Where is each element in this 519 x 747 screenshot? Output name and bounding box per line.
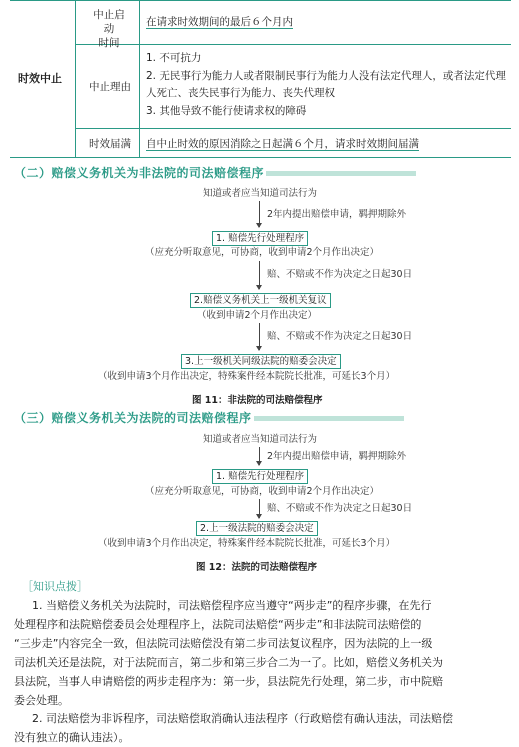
flow-note: （收到申请3个月作出决定，特殊案件经本院院长批准，可延长3个月） xyxy=(98,371,396,382)
flow-note: （应充分听取意见，可协商，收到申请2个月作出决定） xyxy=(145,486,380,497)
figure-caption: 图 12：法院的司法赔偿程序 xyxy=(196,562,318,573)
tips-label: ［知识点拨］ xyxy=(22,580,88,593)
row-label: 时效届满 xyxy=(89,138,131,150)
table-row-divider xyxy=(75,44,511,45)
table-col-divider xyxy=(75,0,76,158)
flow-note: 2年内提出赔偿申请，羁押期除外 xyxy=(267,209,407,220)
section-title: （二）赔偿义务机关为非法院的司法赔偿程序 xyxy=(14,164,416,181)
info-table xyxy=(10,0,511,158)
section-title: （三）赔偿义务机关为法院的司法赔偿程序 xyxy=(14,409,404,426)
flow-box: 1. 赔偿先行处理程序 xyxy=(212,231,308,246)
flow-note: 赔、不赔或不作为决定之日起30日 xyxy=(267,331,413,342)
flow-box: 2.上一级法院的赔委会决定 xyxy=(196,521,318,536)
tips-paragraph-1: 1. 当赔偿义务机关为法院时，司法赔偿程序应当遵守“两步走”的程序步骤，在先行 处理程序和法院赔偿委员会处理程序上，法院司法赔偿“两步走”和非法院司法赔偿的 “三步走”内容完全一致，但法院司法赔偿没有第二步司法复议程序，因为法院的上一级 司法机关还是法院，对于法院而言，第二步和第三步合二为一了。比如，赔偿义务机关为 县法院，当事人申请赔偿的两步走程序为：第一步，县法院先行处理，第二步，市中院赔 委会处理。 xyxy=(14,599,443,707)
flow-arrow xyxy=(259,261,260,289)
row-content: 1. 不可抗力 2. 无民事行为能力人或者限制民事行为能力人没有法定代理人，或者法定代理 人死亡、丧失民事行为能力、丧失代理权 3. 其他导致不能行使请求权的障碍 xyxy=(146,52,506,117)
flow-note: （应充分听取意见，可协商，收到申请2个月作出决定） xyxy=(145,247,380,258)
section-title-bar xyxy=(266,171,416,176)
flow-arrow xyxy=(259,201,260,227)
flow-box: 1. 赔偿先行处理程序 xyxy=(212,469,308,484)
flow-arrow xyxy=(259,499,260,518)
flow-start: 知道或者应当知道司法行为 xyxy=(203,188,318,199)
flow-start: 知道或者应当知道司法行为 xyxy=(203,434,318,445)
row-label: 中止启动 时间 xyxy=(93,9,125,49)
row-header: 时效中止 xyxy=(18,72,62,85)
flow-note: （收到申请3个月作出决定，特殊案件经本院院长批准，可延长3个月） xyxy=(98,538,396,549)
flow-box: 3.上一级机关同级法院的赔委会决定 xyxy=(181,354,341,369)
section-title-bar xyxy=(254,416,404,421)
flow-note: 2年内提出赔偿申请，羁押期除外 xyxy=(267,451,407,462)
flow-arrow xyxy=(259,323,260,350)
flow-arrow xyxy=(259,447,260,465)
table-row-divider xyxy=(75,128,511,129)
row-content: 在请求时效期间的最后６个月内 xyxy=(146,16,293,28)
table-col-divider xyxy=(139,0,140,158)
flow-note: （收到申请2个月作出决定） xyxy=(197,310,318,321)
figure-caption: 图 11：非法院的司法赔偿程序 xyxy=(192,395,323,406)
row-label: 中止理由 xyxy=(89,81,131,93)
flow-note: 赔、不赔或不作为决定之日起30日 xyxy=(267,269,413,280)
table-border-top xyxy=(10,0,511,1)
tips-paragraph-2: 2. 司法赔偿为非诉程序，司法赔偿取消确认违法程序（行政赔偿有确认违法，司法赔偿 没有独立的确认违法）。 xyxy=(14,712,453,744)
row-content: 自中止时效的原因消除之日起满６个月，请求时效期间届满 xyxy=(146,138,419,150)
flow-note: 赔、不赔或不作为决定之日起30日 xyxy=(267,503,413,514)
table-border-bottom xyxy=(10,157,511,158)
flow-box: 2.赔偿义务机关上一级机关复议 xyxy=(190,293,331,308)
